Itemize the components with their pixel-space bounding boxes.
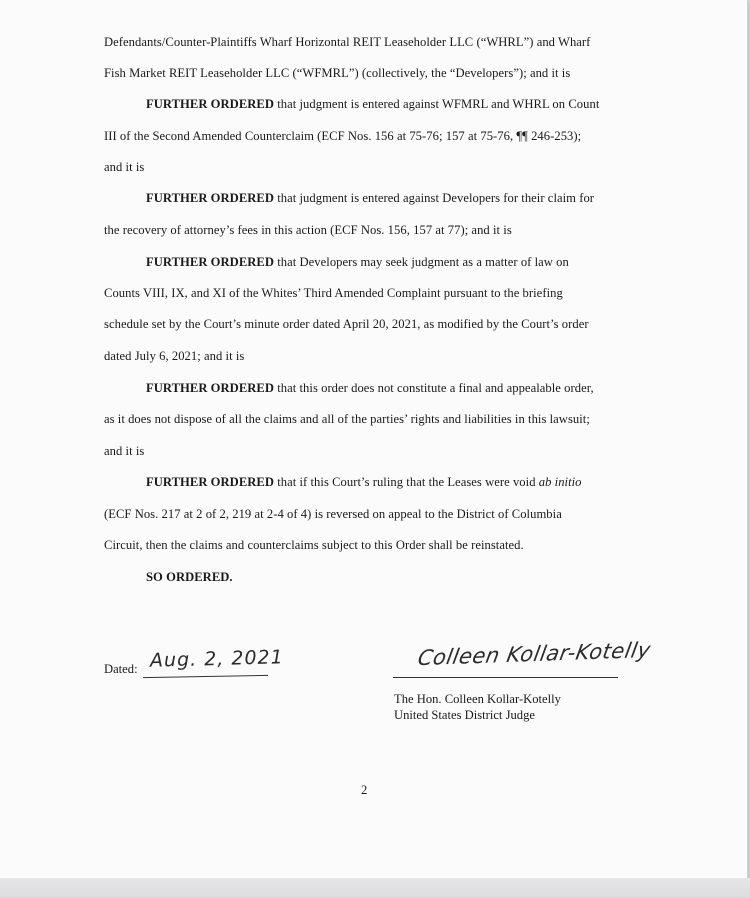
paragraph-3-line-2: Counts VIII, IX, and XI of the Whites’ Third Amended Complaint pursuant to the briefing: [104, 286, 563, 300]
paragraph-4-line-1: that this order does not constitute a final and appealable order,: [277, 381, 594, 395]
paragraph-5-line-1: that if this Court’s ruling that the Leases were void: [277, 475, 536, 489]
signature: Colleen Kollar-Kotelly: [415, 637, 653, 671]
further-ordered-heading: FURTHER ORDERED: [146, 381, 275, 395]
continuation-line-2: Fish Market REIT Leaseholder LLC (“WFMRL”) (collectively, the “Developers”); and it is: [104, 66, 571, 80]
paragraph-5-line-3: Circuit, then the claims and counterclaims subject to this Order shall be reinstated.: [104, 538, 524, 552]
order-paragraph-1: [146, 96, 599, 112]
paragraph-2-line-2: the recovery of attorney’s fees in this action (ECF Nos. 156, 157 at 77); and it is: [104, 223, 512, 237]
so-ordered: SO ORDERED.: [146, 570, 233, 584]
order-paragraph-5: [146, 474, 582, 490]
paragraph-1-line-1: that judgment is entered against WFMRL and WHRL on Count: [277, 97, 600, 111]
dated-label: Dated:: [104, 662, 138, 676]
order-paragraph-2: [146, 190, 594, 206]
further-ordered-heading: FURTHER ORDERED: [146, 255, 275, 269]
dated-handwritten: Aug. 2, 2021: [149, 646, 284, 672]
paragraph-4-line-3: and it is: [104, 444, 145, 458]
signer-name: The Hon. Colleen Kollar-Kotelly: [394, 692, 561, 706]
further-ordered-heading: FURTHER ORDERED: [146, 475, 275, 489]
paragraph-2-line-1: that judgment is entered against Developers for their claim for: [277, 191, 595, 205]
order-paragraph-4: [146, 380, 594, 396]
signer-title: United States District Judge: [394, 708, 535, 722]
page-number: 2: [361, 783, 368, 797]
further-ordered-heading: FURTHER ORDERED: [146, 191, 275, 205]
signature-line: [393, 677, 618, 678]
paragraph-3-line-3: schedule set by the Court’s minute order dated April 20, 2021, as modified by the Court’s order: [104, 317, 589, 331]
paragraph-1-line-2: III of the Second Amended Counterclaim (ECF Nos. 156 at 75-76; 157 at 75-76, ¶¶ 246-253);: [104, 129, 582, 143]
paragraph-4-line-2: as it does not dispose of all the claims and all of the parties’ rights and liabilities in this lawsuit;: [104, 412, 590, 426]
dated-underline: [143, 675, 268, 678]
paragraph-1-line-3: and it is: [104, 160, 145, 174]
continuation-line-1: Defendants/Counter-Plaintiffs Wharf Horizontal REIT Leaseholder LLC (“WHRL”) and Wharf: [104, 35, 591, 49]
paragraph-3-line-4: dated July 6, 2021; and it is: [104, 349, 245, 363]
paragraph-3-line-1: that Developers may seek judgment as a matter of law on: [277, 255, 569, 269]
order-paragraph-3: [146, 254, 569, 270]
viewer-background-strip: [0, 878, 750, 898]
ab-initio-italic: ab initio: [538, 475, 582, 489]
further-ordered-heading: FURTHER ORDERED: [146, 97, 275, 111]
paragraph-5-line-2: (ECF Nos. 217 at 2 of 2, 219 at 2-4 of 4) is reversed on appeal to the District of Columbia: [104, 507, 562, 521]
